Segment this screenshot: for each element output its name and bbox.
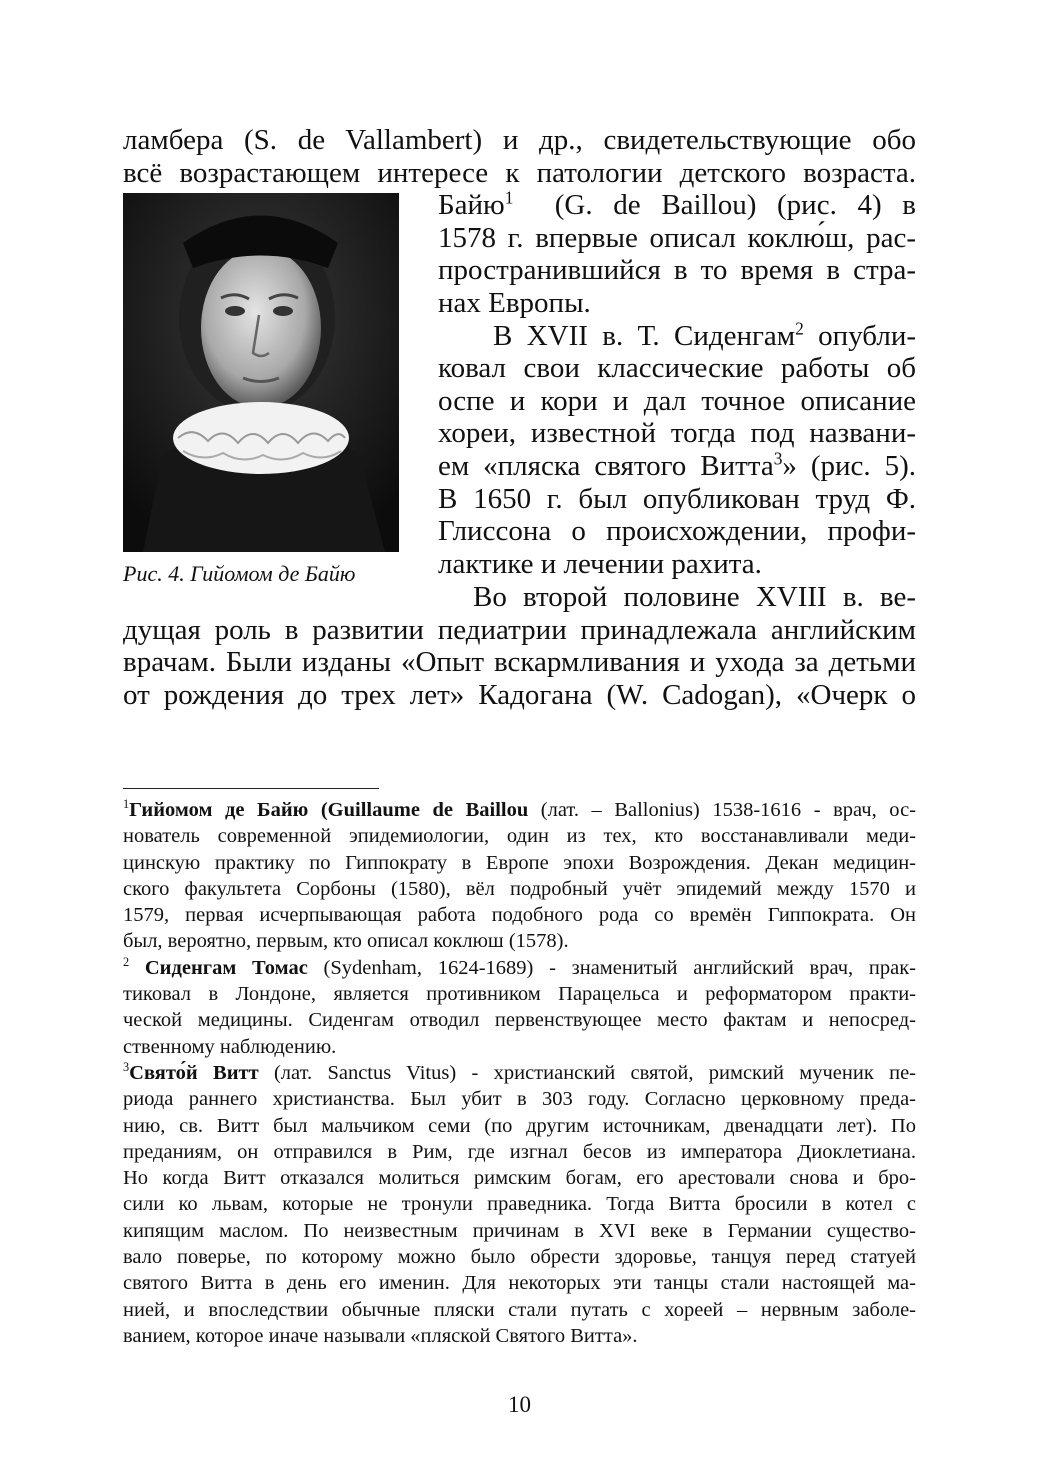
figure-caption: Рис. 4. Гийомом де Байю: [123, 561, 356, 587]
text-line: ламбера (S. de Vallambert) и др., свидетельствующие обо: [123, 124, 916, 156]
figure-wrap-block: [123, 187, 917, 587]
footnote-line: Но когда Витт отказался молиться римским богам, его арестовали снова и бро-: [123, 1167, 916, 1190]
footnotes: [123, 797, 916, 1349]
footnote-1: [123, 797, 916, 955]
footnote-line: ванием, которое иначе называли «пляской Святого Витта».: [123, 1324, 638, 1347]
text-line: лактике и лечении рахита.: [438, 547, 762, 580]
footnote-ref-1[interactable]: 1: [504, 187, 514, 208]
footnote-line: $^2$ Сиденгам Томас (Sydenham, 1624-1689) - знаменитый английский врач, прак-: [123, 954, 916, 979]
text-line: В XVII в. Т. Сиденгам$^2$ опубли-: [493, 317, 916, 352]
footnote-ref-2[interactable]: 2: [795, 317, 804, 338]
text-line: ем «пляска святого Витта$^3$» (рис. 5).: [438, 448, 916, 482]
text-line: В 1650 г. был опубликован труд Ф.: [438, 482, 916, 515]
text-line: хореи, известной тогда под названи-: [438, 417, 916, 450]
text-line: Во второй половине XVIII в. ве-: [473, 581, 916, 614]
footnote-line: преданиям, он отправился в Рим, где изгнал бесов из императора Диоклетиана.: [123, 1140, 916, 1163]
footnote-2: [123, 955, 916, 1060]
footnote-line: 1579, первая исчерпывающая работа подобного рода со времён Гиппократа. Он: [123, 904, 916, 927]
text-line: от рождения до трех лет» Кадогана (W. Cadogan), «Очерк о: [123, 678, 916, 711]
side-column-text: [438, 189, 916, 580]
page-number: 10: [508, 1392, 531, 1417]
text-line: дущая роль в развитии педиатрии принадлежала английским: [123, 613, 916, 646]
footnote-line: кипящим маслом. По неизвестным причинам в XVI веке в Германии существо-: [123, 1219, 916, 1242]
footnote-line: риода раннего христианства. Был убит в 303 году. Согласно церковному преда-: [123, 1088, 916, 1111]
text-line: нах Европы.: [438, 286, 591, 319]
text-line: всё возрастающем интересе к патологии детского возраста.: [123, 156, 916, 189]
text-line: Глиссона о происхождении, профи-: [438, 515, 916, 548]
footnote-line: сили ко львам, которые не тронули праведника. Тогда Витта бросили в котел с: [123, 1193, 916, 1216]
footnote-line: тиковал в Лондоне, является противником Парацельса и реформатором практи-: [123, 983, 916, 1006]
text-line: 1578 г. впервые описал коклю́ш, рас-: [438, 221, 916, 254]
footnote-line: ского факультета Сорбоны (1580), вёл подробный учёт эпидемий между 1570 и: [123, 877, 916, 900]
footnote-line: $^1$Гийомом де Байю (Guillaume de Baillou (лат. – Ballonius) 1538-1616 - врач, ос-: [123, 797, 916, 821]
footnote-line: был, вероятно, первым, кто описал коклюш (1578).: [123, 930, 569, 953]
text-line: оспе и кори и дал точное описание: [438, 384, 916, 417]
text-line: ковал свои классические работы об: [438, 352, 916, 385]
footnote-line: ственному наблюдению.: [123, 1035, 337, 1058]
text-line: пространившийся в то время в стра-: [438, 254, 916, 287]
footnote-line: нией, и впоследствии обычные пляски стали путать с хореей – нервным заболе-: [123, 1298, 916, 1321]
footnote-line: святого Витта в день его именин. Для некоторых эти танцы стали настоящей ма-: [123, 1272, 916, 1295]
name-baillou: Байю: [438, 189, 505, 222]
main-text: [123, 124, 916, 712]
text-line: врачам. Были изданы «Опыт вскармливания и ухода за детьми: [123, 646, 916, 679]
footnote-line: нию, св. Витт был мальчиком семи (по другим источникам, двенадцати лет). По: [123, 1114, 916, 1137]
footnote-line: нователь современной эпидемиологии, один из тех, кто восстанавливали меди-: [123, 825, 916, 848]
footnote-line: ческой медицины. Сиденгам отводил первенствующее место фактам и непосред-: [123, 1009, 916, 1032]
footnote-line: $^3$Свято́й Витт (лат. Sanctus Vitus) - христианский святой, римский мученик пе-: [123, 1060, 917, 1084]
text-line: Байю$^1$ (G. de Baillou) (рис. 4) в: [438, 187, 917, 222]
figure-4: [123, 193, 403, 591]
footnote-separator: [123, 788, 379, 789]
footnote-line: цинскую практику по Гиппократу в Европе эпохи Возрождения. Декан медицин-: [123, 851, 916, 874]
portrait-illustration: [123, 193, 399, 552]
footnote-ref-3[interactable]: 3: [773, 448, 783, 469]
footnote-line: вало поверье, по которому можно было обрести здоровье, танцуя перед статуей: [123, 1246, 916, 1269]
portrait-image: [123, 193, 399, 552]
footnote-3: [123, 1060, 916, 1349]
